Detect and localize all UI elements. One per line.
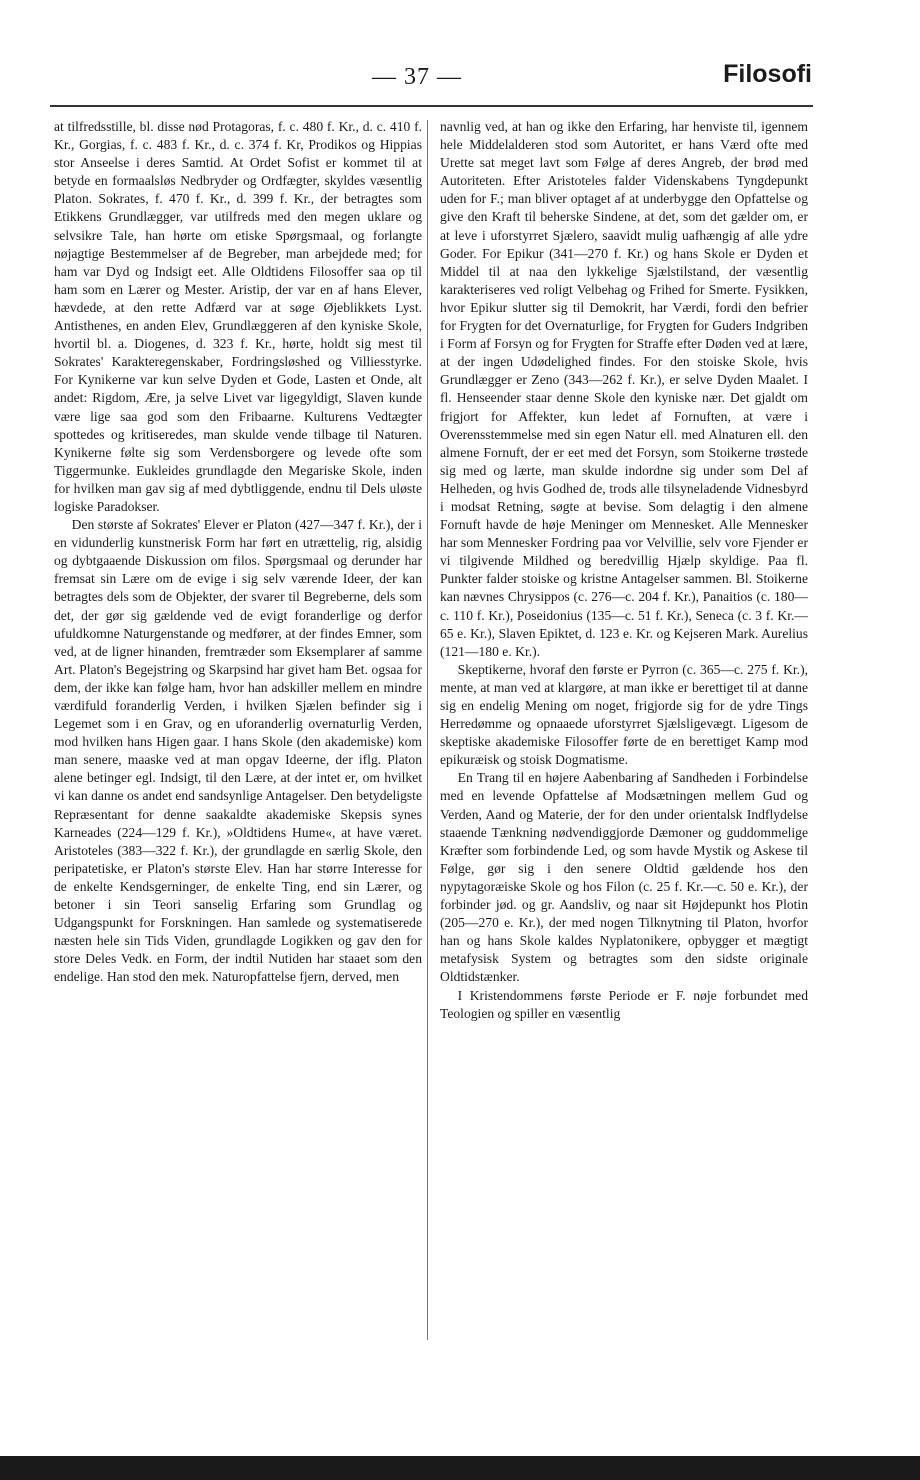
column-divider bbox=[427, 120, 428, 1340]
page-number: — 37 — bbox=[372, 64, 462, 90]
right-column bbox=[440, 118, 808, 1023]
paragraph: at tilfredsstille, bl. disse nød Protagoras, f. c. 480 f. Kr., d. c. 410 f. Kr., Gorgias, f. c. 483 f. Kr., d. c. 374 f. Kr, Prodikos og Hippias stor Anseelse i deres Samtid. At Ordet Sofist er kommet til at betyde en formaalsløs Nedbryder og Ordfægter, skyldes væsentlig Platon. Sokrates, f. 470 f. Kr., d. 399 f. Kr., der betragtes som Etikkens Grundlægger, var utilfreds med den megen uklare og selvsikre Tale, han hørte om etiske Spørgsmaal, og forlangte nøjagtige Bestemmelser af de Begreber, man arbejdede med; for ham var Dyd og Indsigt eet. Alle Oldtidens Filosoffer saa op til ham som en Lærer og Mester. Aristip, der var en af hans Elever, hævdede, at den rette Adfærd var at søge Øjeblikkets Lyst. Antisthenes, en anden Elev, Grundlæggeren af den kyniske Skole, hvortil bl. a. Diogenes, d. 323 f. Kr., hørte, holdt sig mest til Sokrates' Karakteregenskaber, Fordringsløshed og Villiesstyrke. For Kynikerne var kun selve Dyden et Gode, Lasten et Onde, alt andet: Rigdom, Ære, ja selve Livet var ligegyldigt, Slaven kunde være lige saa god som den Fribaarne. Kulturens Vedtægter spottedes og kritiseredes, man skulde vende tilbage til Naturen. Kynikerne følte sig som Verdensborgere og levede ofte som Tiggermunke. Eukleides grundlagde den Megariske Skole, inden for hvilken man gav sig af med dybtliggende, endnu til Dels uløste logiske Paradokser. bbox=[54, 119, 422, 514]
left-column bbox=[54, 118, 422, 987]
header-rule bbox=[50, 105, 813, 107]
page-header bbox=[50, 52, 812, 96]
paragraph: En Trang til en højere Aabenbaring af Sandheden i Forbindelse med en levende Opfattelse af Modsætningen mellem Gud og Verden, Aand og Materie, der for den under orientalsk Indflydelse staaende Tænkning nødvendiggjorde Dæmoner og guddommelige Kræfter som forbindende Led, og som havde Mystik og Askese til Følge, gør sig i den senere Oldtid gældende hos den nypytagoræiske Skole og hos Filon (c. 25 f. Kr.—c. 50 e. Kr.), der forbinder jød. og gr. Aandsliv, og naar sit Højdepunkt hos Plotin (205—270 e. Kr.), der med nogen Tilknytning til Platon, hvorfor han og hans Skole kaldes Nyplatonikere, opbygger et mægtigt metafysisk System og betragtes som den sidste originale Oldtidstænker. bbox=[440, 770, 808, 985]
paragraph: Skeptikerne, hvoraf den første er Pyrron (c. 365—c. 275 f. Kr.), mente, at man ved at klargøre, at man ikke er berettiget til at danne sig en endelig Mening om noget, frigjorde sig for de ydre Tings Herredømme og opnaaede uforstyrret Sjælsligevægt. Ligesom de skeptiske akademiske Filosoffer førte de en berettiget Kamp mod epikuræisk og stoisk Dogmatisme. bbox=[440, 661, 808, 768]
paragraph: Den største af Sokrates' Elever er Platon (427—347 f. Kr.), der i en vidunderlig kunstnerisk Form har ført en utrættelig, rig, alsidig og dybtgaaende Diskussion om filos. Spørgsmaal og derunder har fremsat sin Lære om de evige i sig selv værende Ideer, der kan betragtes dels som de Objekter, der svarer til Begreberne, dels som det, der gør sig gældende ved de evigt foranderlige og derfor ufuldkomne Naturgenstande og medfører, at der findes Emner, som ved, at de ligner hinanden, fremtræder som Eksemplarer af samme Art. Platon's Begejstring og Skarpsind har givet ham Bet. ogsaa for dem, der ikke kan følge ham, hvor han adskiller mellem en mindre værdifuld foranderlig Verden, i hvilken Sjælen befinder sig i Legemet som i en Grav, og en uforanderlig overnaturlig Verden, mod hvilken hans Higen gaar. I hans Skole (den akademiske) kom man senere, maaske ved at man opgav Ideerne, der iflg. Platon alene betinger egl. Indsigt, til den Lære, at der intet er, om hvilket vi kan danne os andet end sandsynlige Antagelser. Den betydeligste Repræsentant for denne saakaldte akademiske Skepsis synes Karneades (224—129 f. Kr.), »Oldtidens Hume«, at have været. Aristoteles (383—322 f. Kr.), der grundlagde en særlig Skole, den peripatetiske, er Platon's største Elev. Han har større Interesse for de enkelte Kendsgerninger, de enkelte Ting, end sin Lærer, og betoner i sin Teori sanselig Erfaring som Grundlag og Udgangspunkt for Forskningen. Han samlede og systematiserede næsten hele sin Tids Viden, grundlagde Logikken og gav den for store Deles Vedk. en Form, der indtil Nutiden har staaet som den endelige. Han stod den mek. Naturopfattelse fjern, derved, men bbox=[54, 517, 422, 985]
scan-bottom-edge bbox=[0, 1456, 920, 1480]
running-title: Filosofi bbox=[723, 60, 812, 88]
paragraph: navnlig ved, at han og ikke den Erfaring, har henviste til, igennem hele Middelalderen stod som Autoritet, er hans Værd ofte med Urette sat meget lavt som Følge af deres Angreb, der brød med Autoriteten. Efter Aristoteles falder Videnskabens Tyngdepunkt uden for F.; man bliver optaget af at underbygge den Opfattelse og give den Kraft til beherske Sindene, at det, som det gælder om, er at leve i uforstyrret Sjælero, saavidt mulig uafhængig af alle ydre Goder. For Epikur (341—270 f. Kr.) og hans Skole er Dyden et Middel til at naa den lykkelige Sjælstilstand, der væsentlig karakteriseres ved roligt Velbehag og Frihed for Smerte. Fysikken, hvor Epikur slutter sig til Demokrit, har Værdi, fordi den befrier for Frygten for det Overnaturlige, for Frygten for Guders Indgriben i Form af Forsyn og for Frygten for Straffe efter Døden ved at lære, at der ingen Udødelighed findes. For den stoiske Skole, hvis Grundlægger er Zeno (343—262 f. Kr.), er selve Dyden Maalet. I fl. Henseender staar denne Skole den kyniske nær. Det gjaldt om frigjort for Affekter, kun ledet af Fornuften, at være i Overensstemmelse med sin egen Natur ell. med Alnaturen ell. den almene Fornuft, der er eet med det Forsyn, som Stoikerne trøstede sig med og lærte, man skulde indordne sig under som Del af Helheden, og hvis Godhed de, trods alle tilsyneladende Vidnesbyrd i modsat Retning, søgte at bevise. Som delagtig i den almene Fornuft havde de høje Meninger om Mennesket. Alle Mennesker har som Mennesker Fordring paa vor Velvillie, selv vore Fjender er vi tilgivende Mildhed og beredvillig Hjælp skyldige. Paa fl. Punkter falder stoiske og kristne Antagelser sammen. Bl. Stoikerne kan nævnes Chrysippos (c. 276—c. 204 f. Kr.), Panaitios (c. 180—c. 110 f. Kr.), Poseidonius (135—c. 51 f. Kr.), Seneca (c. 3 f. Kr.—65 e. Kr.), Slaven Epiktet, d. 123 e. Kr. og Kejseren Mark. Aurelius (121—180 e. Kr.). bbox=[440, 119, 808, 659]
paragraph: I Kristendommens første Periode er F. nøje forbundet med Teologien og spiller en væsentlig bbox=[440, 987, 808, 1021]
